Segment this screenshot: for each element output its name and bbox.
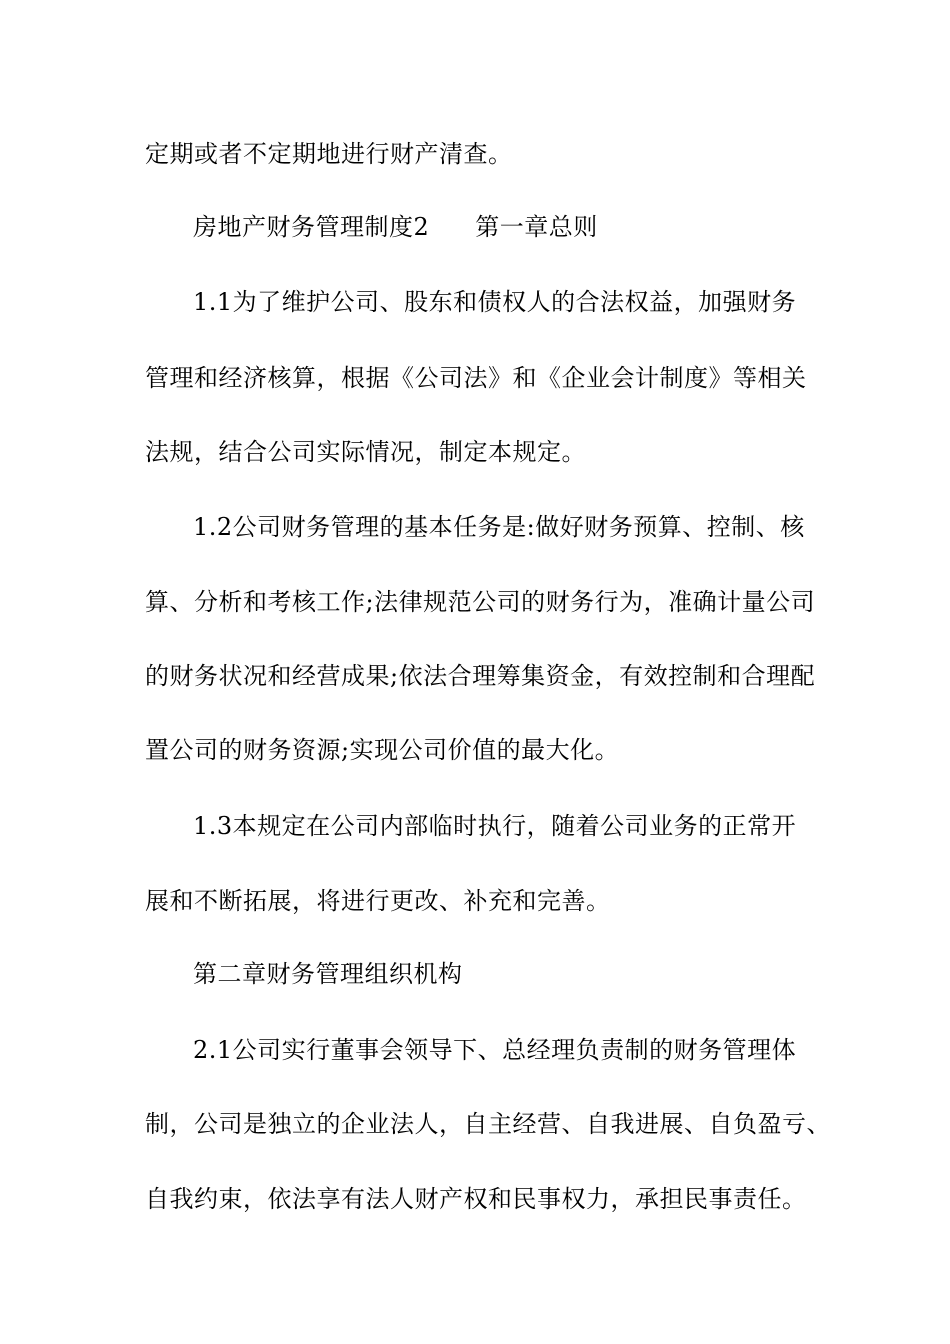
paragraph-line: 2.1公司实行董事会领导下、总经理负责制的财务管理体 [193,1036,797,1064]
section-heading [193,211,598,243]
paragraph-line: 制，公司是独立的企业法人，自主经营、自我进展、自负盈亏、 [145,1110,831,1138]
paragraph-line: 置公司的财务资源;实现公司价值的最大化。 [145,736,620,764]
paragraph-line: 管理和经济核算，根据《公司法》和《企业会计制度》等相关 [145,364,807,392]
paragraph-line: 1.1为了维护公司、股东和债权人的合法权益，加强财务 [193,288,797,316]
paragraph-line: 法规，结合公司实际情况，制定本规定。 [145,438,586,466]
chapter-heading: 第二章财务管理组织机构 [193,960,463,988]
paragraph-line: 自我约束，依法享有法人财产权和民事权力，承担民事责任。 [145,1185,807,1213]
document-title: 房地产财务管理制度2 [193,213,430,241]
paragraph-line: 1.2公司财务管理的基本任务是:做好财务预算、控制、核 [193,513,805,541]
chapter-heading: 第一章总则 [475,213,598,241]
paragraph-line: 1.3本规定在公司内部临时执行，随着公司业务的正常开 [193,812,797,840]
paragraph-line: 算、分析和考核工作;法律规范公司的财务行为，准确计量公司 [145,588,816,616]
paragraph-line: 展和不断拓展，将进行更改、补充和完善。 [145,887,611,915]
paragraph-line: 的财务状况和经营成果;依法合理筹集资金，有效控制和合理配 [145,662,816,690]
text-line: 定期或者不定期地进行财产清查。 [145,140,513,168]
